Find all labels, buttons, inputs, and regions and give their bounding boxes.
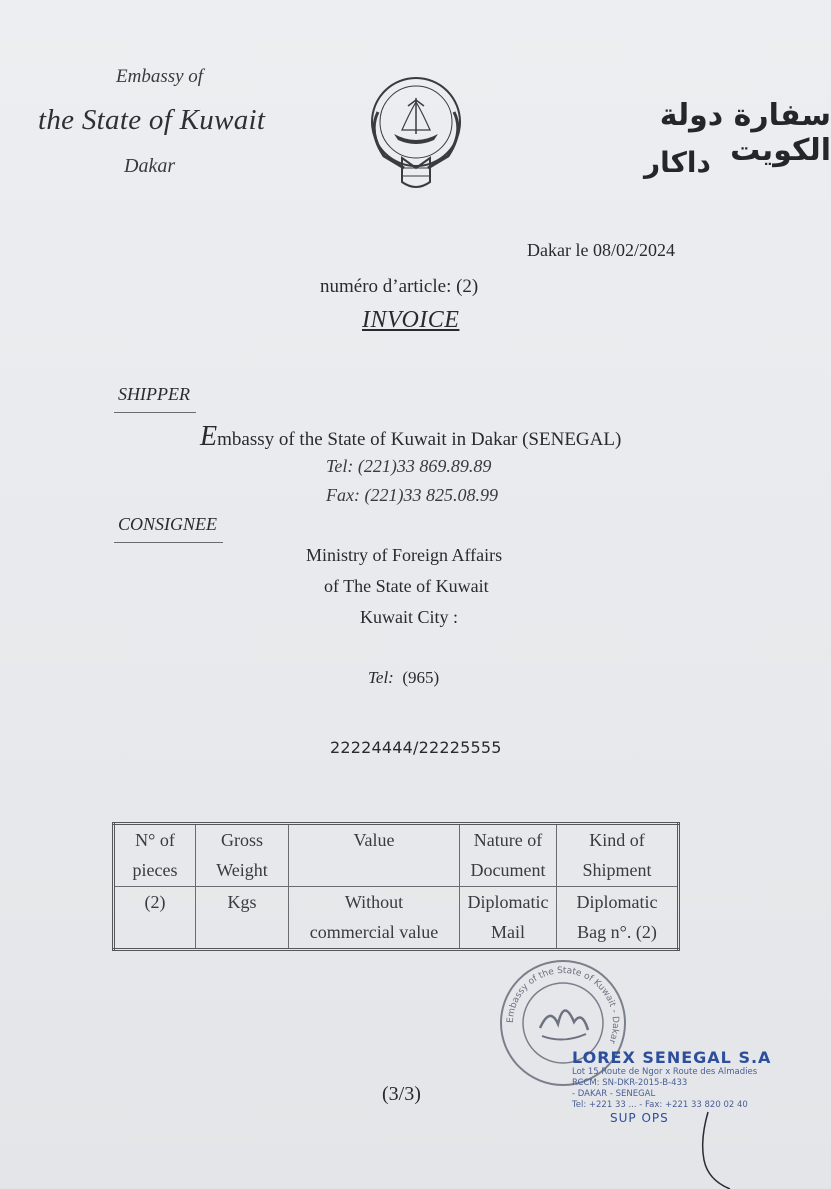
table-cell [114,887,196,950]
stamp-address: Lot 15 Route de Ngor x Route des Almadies [572,1067,758,1077]
consignee-heading [118,514,217,535]
shipper-name-initial: E [200,421,218,452]
cell-line: Diplomatic [467,892,549,912]
stamp-city: - DAKAR - SENEGAL [572,1089,656,1099]
table-header-cell [557,824,679,887]
cell-line: pieces [132,860,178,880]
consignee-tel-code: (965) [402,668,440,687]
cell-line: Document [470,860,546,880]
table-row [114,887,679,950]
stamp-company-name: LOREX SENEGAL S.A [572,1048,772,1067]
table-cell [196,887,289,950]
consignee-heading-text: CONSIGNEE [118,514,217,534]
cell-line: Mail [491,922,525,942]
table-cell [460,887,557,950]
letterhead-arabic-dakar: داكار [644,146,711,179]
cell-line: Value [353,830,395,850]
shipper-tel: Tel: (221)33 869.89.89 [326,456,492,476]
shipper-name-rest: mbassy of the State of Kuwait in Dakar (SENEGAL) [217,429,622,450]
cell-line: (2) [144,892,166,912]
consignee-tel [368,668,439,688]
stamp-ops: SUP OPS [610,1111,669,1125]
letterhead-embassy-of: Embassy of [116,66,204,87]
table-header-cell [289,824,460,887]
page-number: (3/3) [382,1083,421,1105]
article-number: numéro d’article: (2) [320,276,479,297]
table-header-cell [114,824,196,887]
table-cell [289,887,460,950]
cell-line: Gross [220,830,263,850]
table-header-row [114,824,679,887]
cell-line: Kgs [227,892,257,912]
signature-stroke [690,1110,750,1189]
consignee-heading-underline [114,542,223,543]
table-cell [557,887,679,950]
letterhead-dakar: Dakar [124,155,176,177]
consignee-tel-label: Tel: [368,668,394,687]
cell-line: Without [344,892,404,912]
consignee-line-2: of The State of Kuwait [324,576,489,596]
kuwait-emblem-icon [364,72,468,192]
cell-line: Bag n°. (2) [577,922,657,942]
consignee-line-3: Kuwait City : [360,607,458,627]
cell-line: N° of [135,830,175,850]
stamp-rccm: RCCM: SN-DKR-2015-B-433 [572,1078,688,1088]
cell-line: Diplomatic [576,892,658,912]
document-date: Dakar le 08/02/2024 [527,240,675,260]
cell-line: Kind of [589,830,645,850]
company-stamp [572,1048,782,1125]
consignee-phones: 22224444/22225555 [330,738,502,757]
table-header-cell [460,824,557,887]
table-header-cell [196,824,289,887]
shipper-heading-underline [114,412,196,413]
shipper-name [200,421,621,453]
shipper-heading [118,384,190,405]
cell-line: Shipment [582,860,652,880]
shipper-fax: Fax: (221)33 825.08.99 [326,485,498,505]
cell-line: commercial value [309,922,439,942]
letterhead-arabic-embassy: سفارة دولة الكويت [659,98,831,168]
document-title: INVOICE [362,307,460,333]
cell-line: Weight [216,860,268,880]
shipper-heading-text: SHIPPER [118,384,190,404]
consignee-line-1: Ministry of Foreign Affairs [306,545,503,565]
letterhead-state-of-kuwait: the State of Kuwait [38,104,266,136]
shipment-table [112,822,680,951]
seal-ring-text: Embassy of the State of Kuwait - Dakar [505,965,621,1045]
stamp-contact: Tel: +221 33 ... - Fax: +221 33 820 02 40 [572,1100,748,1110]
cell-line: Nature of [473,830,543,850]
